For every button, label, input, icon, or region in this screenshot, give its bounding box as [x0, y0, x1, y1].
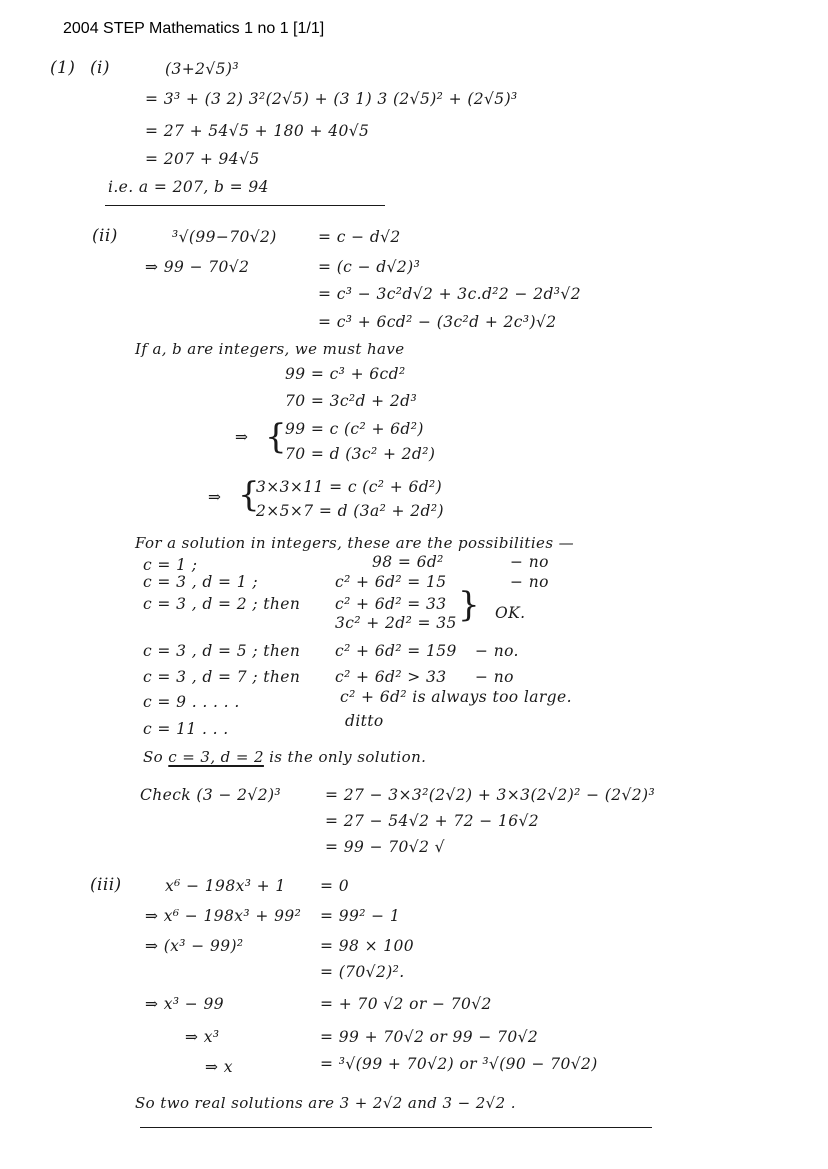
equation-line: 3×3×11 = c (c² + 6d²): [256, 478, 443, 496]
brace-icon: {: [265, 417, 287, 457]
solve-rhs: = + 70 √2 or − 70√2: [320, 995, 492, 1013]
brace-icon: {: [238, 475, 260, 515]
solve-rhs: = ³√(99 + 70√2) or ³√(90 − 70√2): [320, 1055, 598, 1073]
page-title: 2004 STEP Mathematics 1 no 1 [1/1]: [63, 20, 325, 37]
derivation-lhs: ³√(99−70√2): [172, 228, 277, 246]
solve-rhs: = (70√2)².: [320, 963, 405, 981]
case-result: OK.: [495, 604, 526, 622]
conclusion-suffix: is the only solution.: [269, 748, 427, 766]
case-work: 3c² + 2d² = 35: [335, 614, 457, 632]
integer-condition-text: If a, b are integers, we must have: [135, 340, 405, 358]
case-work: c² + 6d² = 159: [335, 642, 457, 660]
subpart-label-ii: (ii): [92, 226, 118, 246]
case-label: c = 3 , d = 5 ; then: [143, 642, 301, 660]
equation-line: 99 = c (c² + 6d²): [285, 420, 424, 438]
derivation-lhs: ⇒ 99 − 70√2: [145, 258, 250, 276]
expression-line: (3+2√5)³: [165, 60, 239, 78]
implies-arrow: ⇒: [235, 428, 249, 446]
solve-lhs: ⇒ x: [205, 1058, 233, 1076]
solve-lhs: x⁶ − 198x³ + 1: [165, 877, 286, 895]
subpart-label-iii: (iii): [90, 875, 122, 895]
equation-line: 2×5×7 = d (3a² + 2d²): [256, 502, 444, 520]
check-rhs: = 27 − 3×3²(2√2) + 3×3(2√2)² − (2√2)³: [325, 786, 656, 804]
solve-lhs: ⇒ (x³ − 99)²: [145, 937, 244, 955]
check-rhs: = 27 − 54√2 + 72 − 16√2: [325, 812, 540, 830]
case-result: − no: [475, 668, 514, 686]
case-work: c² + 6d² = 33: [335, 595, 447, 613]
case-work: c² + 6d² is always too large.: [340, 688, 572, 706]
derivation-rhs: = c − d√2: [318, 228, 401, 246]
case-label: c = 3 , d = 7 ; then: [143, 668, 301, 686]
check-rhs: = 99 − 70√2 √: [325, 838, 445, 856]
expansion-line: = 3³ + (3 2) 3²(2√5) + (3 1) 3 (2√5)² + (2√5)³: [145, 90, 518, 108]
derivation-rhs: = (c − d√2)³: [318, 258, 421, 276]
case-work: 98 = 6d²: [372, 553, 444, 571]
case-label: c = 3 , d = 1 ;: [143, 573, 258, 591]
check-lhs: Check (3 − 2√2)³: [140, 786, 282, 804]
brace-icon: }: [458, 585, 480, 625]
equation-line: 70 = 3c²d + 2d³: [285, 392, 418, 410]
answer-line: i.e. a = 207, b = 94: [108, 178, 269, 196]
expansion-line: = 207 + 94√5: [145, 150, 260, 168]
case-label: c = 11 . . .: [143, 720, 229, 738]
case-result: − no: [510, 553, 549, 571]
final-answer: So two real solutions are 3 + 2√2 and 3 − 2√2 .: [135, 1094, 516, 1112]
divider: [105, 205, 385, 206]
expansion-line: = 27 + 54√5 + 180 + 40√5: [145, 122, 370, 140]
case-label: c = 1 ;: [143, 556, 198, 574]
solve-lhs: ⇒ x³ − 99: [145, 995, 225, 1013]
case-label: c = 9 . . . . .: [143, 693, 240, 711]
conclusion-prefix: So: [143, 748, 164, 766]
equation-line: 70 = d (3c² + 2d²): [285, 445, 436, 463]
solve-rhs: = 98 × 100: [320, 937, 415, 955]
solve-rhs: = 99² − 1: [320, 907, 401, 925]
case-work: c² + 6d² > 33: [335, 668, 447, 686]
case-label: c = 3 , d = 2 ; then: [143, 595, 301, 613]
equation-line: 99 = c³ + 6cd²: [285, 365, 406, 383]
conclusion-answer: c = 3, d = 2: [168, 748, 264, 766]
question-label: (1): [50, 58, 76, 78]
solve-lhs: ⇒ x⁶ − 198x³ + 99²: [145, 907, 302, 925]
case-work: ditto: [345, 712, 384, 730]
implies-arrow: ⇒: [208, 488, 222, 506]
case-result: − no.: [475, 642, 519, 660]
derivation-rhs: = c³ − 3c²d√2 + 3c.d²2 − 2d³√2: [318, 285, 581, 303]
divider: [140, 1127, 652, 1128]
subpart-label-i: (i): [90, 58, 110, 78]
solve-rhs: = 99 + 70√2 or 99 − 70√2: [320, 1028, 539, 1046]
conclusion-line: [143, 748, 426, 766]
solve-lhs: ⇒ x³: [185, 1028, 220, 1046]
case-work: c² + 6d² = 15: [335, 573, 447, 591]
case-result: − no: [510, 573, 549, 591]
possibilities-text: For a solution in integers, these are the possibilities —: [135, 534, 574, 552]
solve-rhs: = 0: [320, 877, 349, 895]
derivation-rhs: = c³ + 6cd² − (3c²d + 2c³)√2: [318, 313, 557, 331]
